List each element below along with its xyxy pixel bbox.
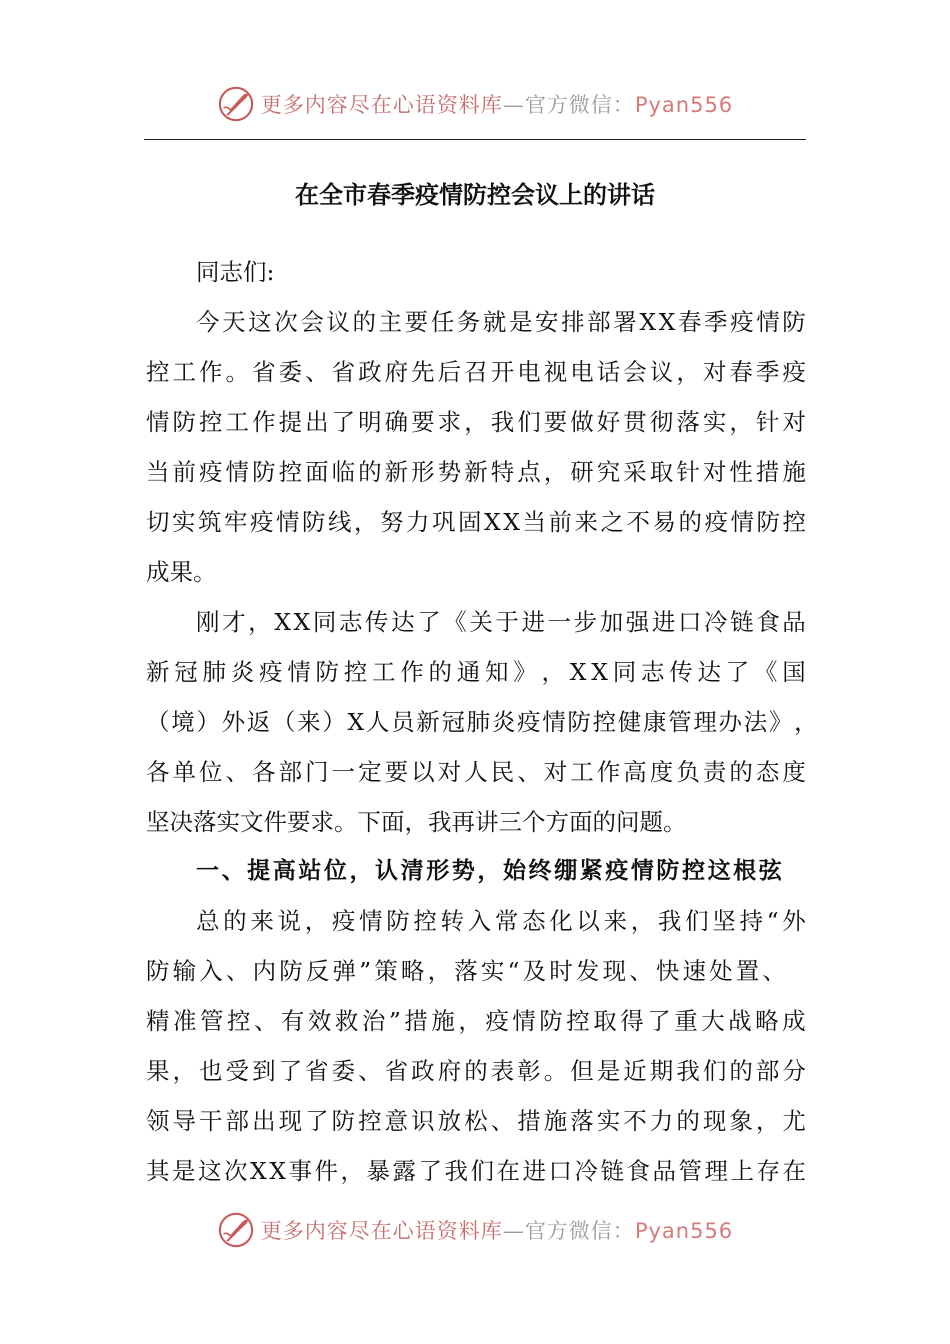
section-heading: 一 、 提 高 站 位 ， 认 清 形 势 ， 始 终 绷 紧 疫 情 防 控 这 根 弦 bbox=[196, 858, 782, 884]
header-watermark bbox=[0, 84, 950, 124]
header-brand-main: 更多内容尽在心语资料库 bbox=[260, 93, 503, 117]
body-line: 成果。 bbox=[146, 558, 217, 586]
footer-wechat-label: 官方微信： bbox=[524, 1219, 635, 1243]
body-line: 控 工 作 。 省 委 、 省 政 府 先 后 召 开 电 视 电 话 会 议 ， 对 春 季 疫 bbox=[146, 358, 806, 386]
body-line: 领 导 干 部 出 现 了 防 控 意 识 放 松 、 措 施 落 实 不 力 的 现 象 ， 尤 bbox=[146, 1107, 806, 1135]
header-brand-text bbox=[261, 89, 733, 119]
header-brand-dash: — bbox=[502, 93, 525, 117]
quill-pen-logo-icon bbox=[217, 85, 255, 123]
header-divider bbox=[144, 139, 806, 140]
body-line: 各 单 位 、 各 部 门 一 定 要 以 对 人 民 、 对 工 作 高 度 负 责 的 态 度 bbox=[146, 758, 806, 786]
body-line: 切 实 筑 牢 疫 情 防 线 ， 努 力 巩 固 X X 当 前 来 之 不 易 的 疫 情 防 控 bbox=[146, 508, 806, 536]
body-line: 防 输 入 、 内 防 反 弹 ” 策 略 ， 落 实 “ 及 时 发 现 、 快 速 处 置 、 bbox=[146, 957, 786, 985]
body-line: 坚决落实文件要求。下面，我再讲三个方面的问题。 bbox=[146, 808, 687, 836]
body-line: 今 天 这 次 会 议 的 主 要 任 务 就 是 安 排 部 署 X X 春 季 疫 情 防 bbox=[196, 308, 806, 336]
footer-brand-main: 更多内容尽在心语资料库 bbox=[260, 1219, 503, 1243]
body-line: 其 是 这 次 X X 事 件 ， 暴 露 了 我 们 在 进 口 冷 链 食 品 管 理 上 存 在 bbox=[146, 1157, 806, 1185]
body-line: 刚 才 ， X X 同 志 传 达 了 《 关 于 进 一 步 加 强 进 口 冷 链 食 品 bbox=[196, 608, 806, 636]
document-title: 在全市春季疫情防控会议上的讲话 bbox=[295, 180, 655, 209]
header-wechat-label: 官方微信： bbox=[524, 93, 635, 117]
footer-watermark bbox=[0, 1210, 950, 1250]
header-wechat-id: Pyan556 bbox=[634, 93, 734, 117]
salutation-line: 同志们: bbox=[196, 258, 275, 286]
footer-brand-text bbox=[261, 1215, 733, 1245]
body-line: 情 防 控 工 作 提 出 了 明 确 要 求 ， 我 们 要 做 好 贯 彻 落 实 ， 针 对 bbox=[146, 408, 806, 436]
body-line: （ 境 ） 外 返 （ 来 ） X 人 员 新 冠 肺 炎 疫 情 防 控 健 康 管 理 办 法 》 ， bbox=[146, 708, 818, 736]
quill-pen-logo-icon bbox=[217, 1211, 255, 1249]
body-line: 果 ， 也 受 到 了 省 委 、 省 政 府 的 表 彰 。 但 是 近 期 我 们 的 部 分 bbox=[146, 1057, 806, 1085]
body-line: 精 准 管 控 、 有 效 救 治 ” 措 施 ， 疫 情 防 控 取 得 了 重 大 战 略 成 bbox=[146, 1007, 806, 1035]
body-line: 总 的 来 说 ， 疫 情 防 控 转 入 常 态 化 以 来 ， 我 们 坚 持 “ 外 bbox=[196, 907, 806, 935]
body-line: 新 冠 肺 炎 疫 情 防 控 工 作 的 通 知 》 ， X X 同 志 传 达 了 《 国 bbox=[146, 658, 806, 686]
footer-wechat-id: Pyan556 bbox=[634, 1219, 734, 1243]
footer-brand-dash: — bbox=[502, 1219, 525, 1243]
body-line: 当 前 疫 情 防 控 面 临 的 新 形 势 新 特 点 ， 研 究 采 取 针 对 性 措 施 bbox=[146, 458, 806, 486]
